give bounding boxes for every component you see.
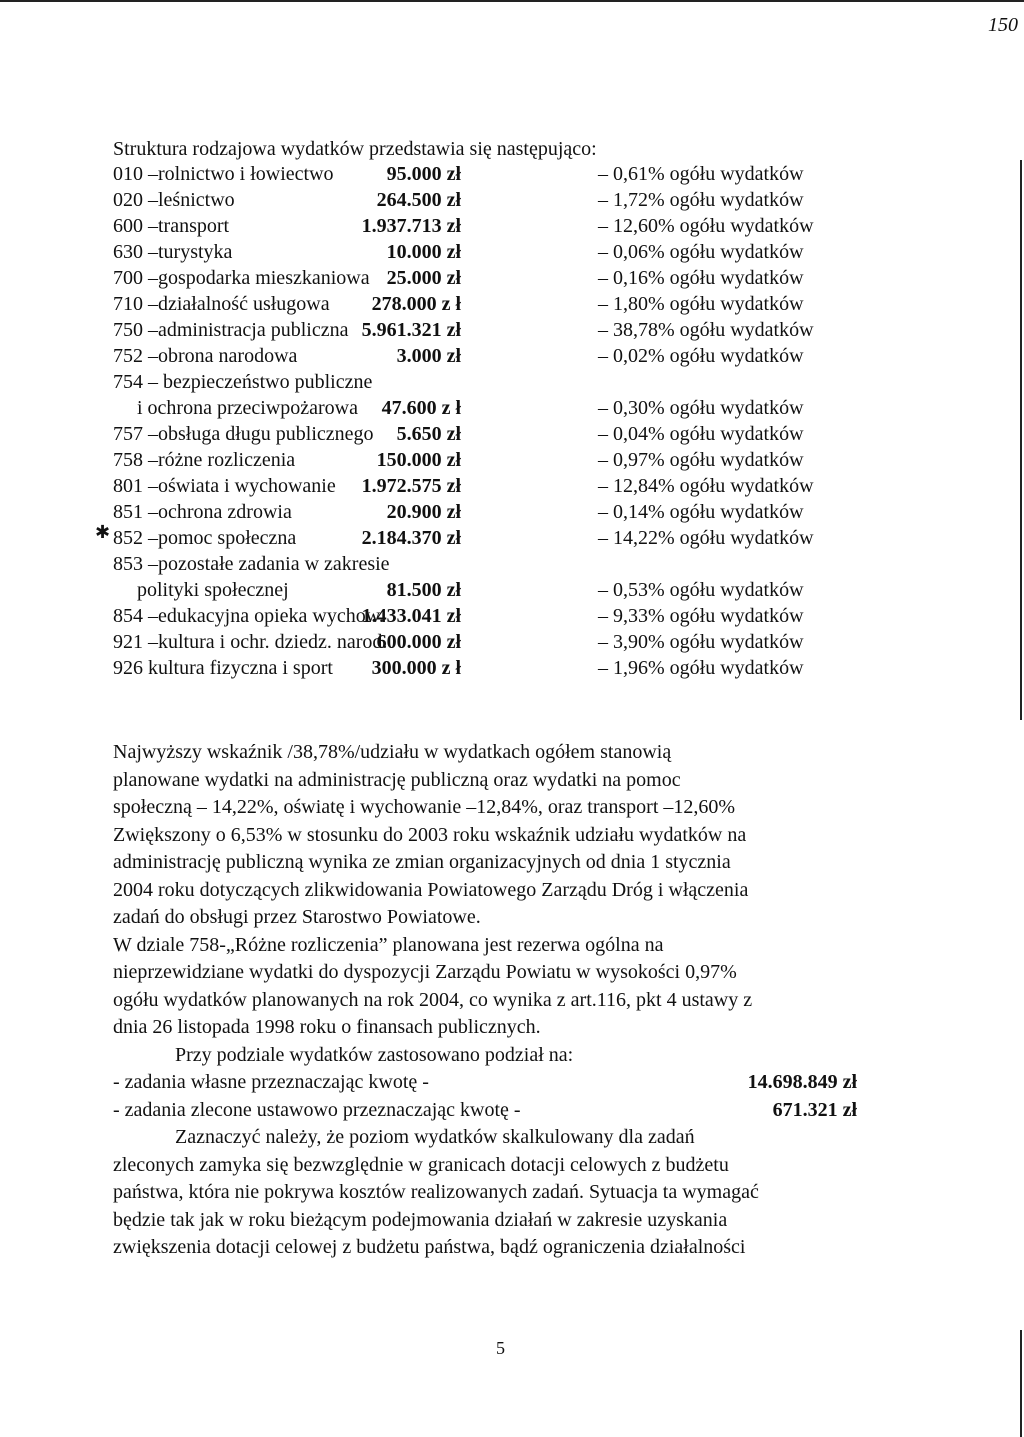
expense-table [113, 161, 913, 681]
row-percent: – 12,84% ogółu wydatków [598, 475, 814, 497]
row-percent: – 0,30% ogółu wydatków [598, 397, 804, 419]
row-percent: – 0,04% ogółu wydatków [598, 423, 804, 445]
table-row [113, 603, 913, 629]
row-percent: – 12,60% ogółu wydatków [598, 215, 814, 237]
text-line: ogółu wydatków planowanych na rok 2004, co wynika z art.116, pkt 4 ustawy z [113, 988, 753, 1011]
row-percent: – 0,53% ogółu wydatków [598, 579, 804, 601]
row-category: 700 –gospodarka mieszkaniowa [113, 267, 370, 289]
row-amount: 3.000 zł [396, 345, 461, 367]
row-percent: – 1,96% ogółu wydatków [598, 657, 804, 679]
table-row [113, 161, 913, 187]
row-amount: 5.961.321 zł [361, 319, 461, 341]
row-amount: 278.000 z ł [371, 293, 461, 315]
row-category: 020 –leśnictwo [113, 189, 235, 211]
row-category: 921 –kultura i ochr. dziedz. narod. [113, 631, 388, 653]
row-category: 801 –oświata i wychowanie [113, 475, 336, 497]
row-category: 750 –administracja publiczna [113, 319, 349, 341]
text-line: dnia 26 listopada 1998 roku o finansach publicznych. [113, 1016, 541, 1038]
row-amount: 300.000 z ł [371, 657, 461, 679]
page-number: 5 [496, 1338, 505, 1358]
row-percent: – 38,78% ogółu wydatków [598, 319, 814, 341]
row-category: 710 –działalność usługowa [113, 293, 330, 315]
intro-heading: Struktura rodzajowa wydatków przedstawia się następująco: [113, 138, 597, 160]
split-row [113, 1069, 883, 1097]
scan-mark-icon: ✱ [95, 522, 111, 542]
text-line: planowane wydatki na administrację publiczną oraz wydatki na pomoc [113, 768, 681, 791]
row-category: 010 –rolnictwo i łowiectwo [113, 163, 334, 185]
row-amount: 264.500 zł [376, 189, 461, 211]
paragraph-split-intro: Przy podziale wydatków zastosowano podział na: [175, 1043, 574, 1066]
table-row [113, 421, 913, 447]
text-line: zwiększenia dotacji celowej z budżetu państwa, bądź ograniczenia działalności [113, 1236, 746, 1258]
row-category: 757 –obsługa długu publicznego [113, 423, 374, 445]
paragraph-note [113, 1124, 883, 1262]
table-row [113, 317, 913, 343]
row-category: 854 –edukacyjna opieka wychow. [113, 605, 384, 627]
body-text [113, 739, 883, 1262]
row-category: 630 –turystyka [113, 241, 233, 263]
handwritten-page-number: 150 [988, 14, 1018, 36]
row-percent: – 0,06% ogółu wydatków [598, 241, 804, 263]
table-row [113, 291, 913, 317]
split-value: 14.698.849 zł [747, 1071, 857, 1093]
row-category-cont: polityki społecznej [137, 579, 289, 601]
row-amount: 5.650 zł [396, 423, 461, 445]
text-line: Zaznaczyć należy, że poziom wydatków skalkulowany dla zadań [175, 1126, 695, 1148]
row-percent: – 0,97% ogółu wydatków [598, 449, 804, 471]
table-row [113, 265, 913, 291]
row-category: 752 –obrona narodowa [113, 345, 298, 367]
table-row [113, 187, 913, 213]
row-amount: 47.600 z ł [381, 397, 461, 419]
text-line: nieprzewidziane wydatki do dyspozycji Zarządu Powiatu w wysokości 0,97% [113, 961, 737, 983]
row-category: 600 –transport [113, 215, 230, 237]
row-percent: – 0,14% ogółu wydatków [598, 501, 804, 523]
table-row [113, 473, 913, 499]
row-amount: 81.500 zł [386, 579, 461, 601]
text-line: W dziale 758-„Różne rozliczenia” planowana jest rezerwa ogólna na [113, 933, 664, 956]
row-percent: – 1,72% ogółu wydatków [598, 189, 804, 211]
row-category: 851 –ochrona zdrowia [113, 501, 292, 523]
row-category: 926 kultura fizyczna i sport [113, 657, 333, 679]
row-amount: 25.000 zł [386, 267, 461, 289]
row-percent: – 9,33% ogółu wydatków [598, 605, 804, 627]
row-amount: 95.000 zł [386, 163, 461, 185]
text-line: będzie tak jak w roku bieżącym podejmowania działań w zakresie uzyskania [113, 1208, 728, 1231]
row-percent: – 0,02% ogółu wydatków [598, 345, 804, 367]
row-amount: 150.000 zł [376, 449, 461, 471]
row-category-cont: i ochrona przeciwpożarowa [137, 397, 358, 419]
row-category: 852 –pomoc społeczna [113, 527, 297, 549]
text-line: Zwiększony o 6,53% w stosunku do 2003 roku wskaźnik udziału wydatków na [113, 823, 747, 846]
row-percent: – 0,16% ogółu wydatków [598, 267, 804, 289]
text-line: państwa, która nie pokrywa kosztów realizowanych zadań. Sytuacja ta wymagać [113, 1181, 759, 1203]
table-row [113, 343, 913, 369]
split-label: - zadania własne przeznaczając kwotę - [113, 1071, 429, 1093]
table-row [113, 525, 913, 551]
table-row [113, 551, 913, 603]
row-amount: 20.900 zł [386, 501, 461, 523]
text-line: 2004 roku dotyczących zlikwidowania Powiatowego Zarządu Dróg i włączenia [113, 878, 749, 901]
row-percent: – 1,80% ogółu wydatków [598, 293, 804, 315]
text-line: Najwyższy wskaźnik /38,78%/udziału w wydatkach ogółem stanowią [113, 741, 672, 763]
top-border-line [0, 0, 1024, 6]
split-value: 671.321 zł [772, 1098, 857, 1121]
row-amount: 1.972.575 zł [361, 475, 461, 497]
table-row [113, 239, 913, 265]
paragraph-reserve [113, 932, 883, 1042]
row-amount: 1.433.041 zł [361, 605, 461, 627]
row-category: 853 –pozostałe zadania w zakresie [113, 553, 390, 575]
row-percent: – 3,90% ogółu wydatków [598, 631, 804, 653]
table-row [113, 447, 913, 473]
table-row [113, 629, 913, 655]
text-line: społeczną – 14,22%, oświatę i wychowanie –12,84%, oraz transport –12,60% [113, 796, 736, 818]
row-percent: – 14,22% ogółu wydatków [598, 527, 814, 549]
table-row [113, 499, 913, 525]
text-line: zleconych zamyka się bezwzględnie w granicach dotacji celowych z budżetu [113, 1153, 729, 1176]
right-margin-rule [1020, 160, 1022, 720]
row-category: 758 –różne rozliczenia [113, 449, 296, 471]
table-row [113, 369, 913, 421]
row-percent: – 0,61% ogółu wydatków [598, 163, 804, 185]
split-label: - zadania zlecone ustawowo przeznaczając kwotę - [113, 1098, 521, 1121]
split-row [113, 1097, 883, 1125]
paragraph-summary [113, 739, 883, 932]
row-category: 754 – bezpieczeństwo publiczne [113, 371, 373, 393]
text-line: administrację publiczną wynika ze zmian organizacyjnych od dnia 1 stycznia [113, 851, 731, 873]
right-margin-rule [1020, 1330, 1022, 1437]
text-line: zadań do obsługi przez Starostwo Powiatowe. [113, 906, 481, 928]
row-amount: 10.000 zł [386, 241, 461, 263]
row-amount: 1.937.713 zł [361, 215, 461, 237]
table-row [113, 655, 913, 681]
row-amount: 2.184.370 zł [361, 527, 461, 549]
row-amount: 600.000 zł [376, 631, 461, 653]
table-row [113, 213, 913, 239]
